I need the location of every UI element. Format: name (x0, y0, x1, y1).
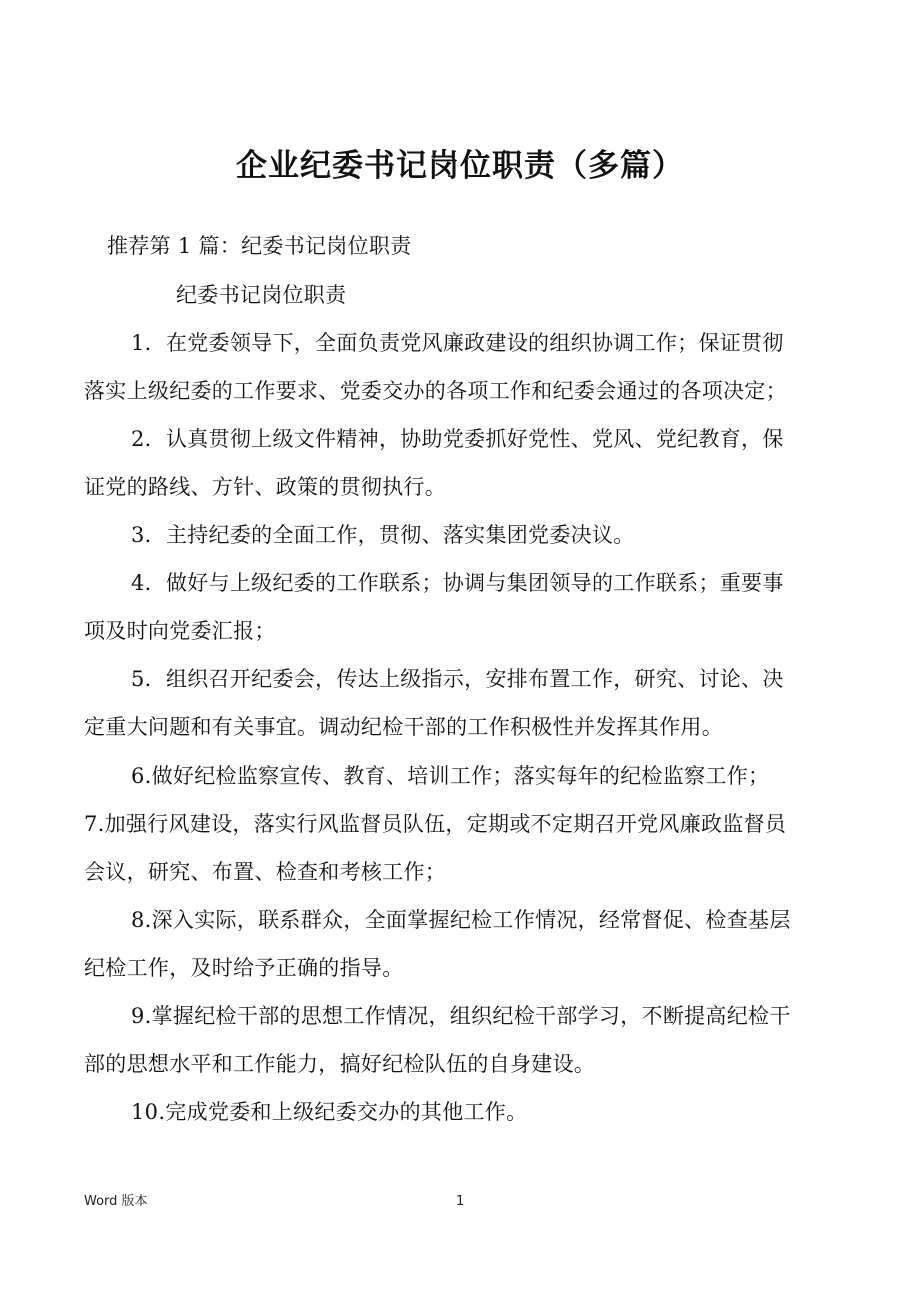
paragraph-line: 项及时向党委汇报； (84, 619, 276, 643)
paragraph-line: 8.深入实际，联系群众，全面掌握纪检工作情况，经常督促、检查基层 (131, 908, 791, 932)
paragraph-line: 落实上级纪委的工作要求、党委交办的各项工作和纪委会通过的各项决定； (84, 379, 787, 403)
document-title: 企业纪委书记岗位职责（多篇） (236, 148, 684, 184)
paragraph-line: 3．主持纪委的全面工作，贯彻、落实集团党委决议。 (131, 523, 635, 547)
footer-page-number: 1 (456, 1194, 465, 1209)
paragraph-line: 2．认真贯彻上级文件精神，协助党委抓好党性、党风、党纪教育，保 (131, 427, 784, 451)
paragraph-line: 定重大问题和有关事宜。调动纪检干部的工作积极性并发挥其作用。 (84, 715, 723, 739)
footer-word-version: Word 版本 (84, 1194, 148, 1209)
paragraph-line: 部的思想水平和工作能力，搞好纪检队伍的自身建设。 (84, 1052, 596, 1076)
paragraph-line: 10.完成党委和上级纪委交办的其他工作。 (131, 1100, 528, 1124)
paragraph-line: 7.加强行风建设，落实行风监督员队伍，定期或不定期召开党风廉政监督员 (84, 812, 787, 836)
recommend-line: 推荐第 1 篇：纪委书记岗位职责 (107, 234, 412, 258)
section-subtitle: 纪委书记岗位职责 (176, 283, 347, 307)
paragraph-line: 6.做好纪检监察宣传、教育、培训工作；落实每年的纪检监察工作； (131, 764, 770, 788)
paragraph-line: 5．组织召开纪委会，传达上级指示，安排布置工作，研究、讨论、决 (131, 667, 784, 691)
paragraph-line: 1．在党委领导下，全面负责党风廉政建设的组织协调工作；保证贯彻 (131, 331, 784, 355)
paragraph-line: 4．做好与上级纪委的工作联系；协调与集团领导的工作联系；重要事 (131, 571, 784, 595)
paragraph-line: 会议，研究、布置、检查和考核工作； (84, 860, 447, 884)
paragraph-line: 9.掌握纪检干部的思想工作情况，组织纪检干部学习，不断提高纪检干 (131, 1004, 791, 1028)
paragraph-line: 纪检工作，及时给予正确的指导。 (84, 956, 404, 980)
paragraph-line: 证党的路线、方针、政策的贯彻执行。 (84, 475, 447, 499)
